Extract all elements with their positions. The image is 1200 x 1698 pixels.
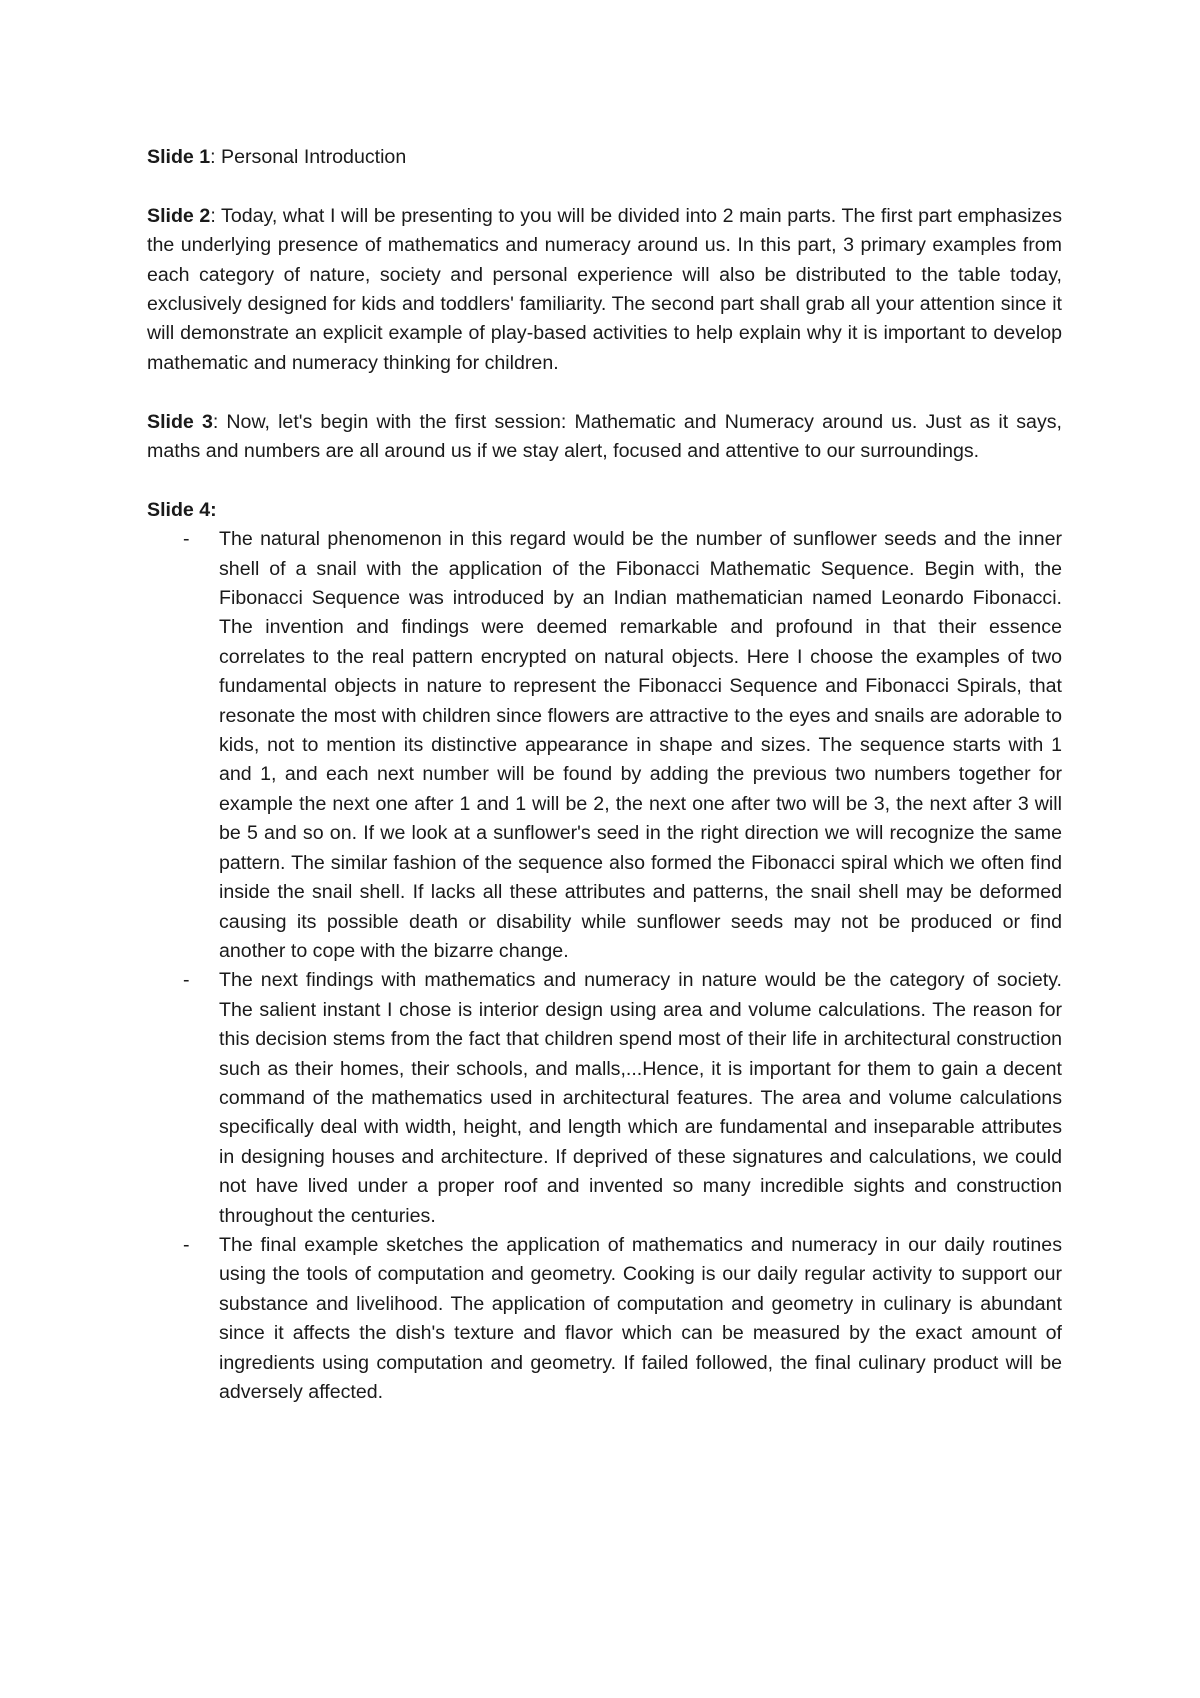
slide-1-paragraph: [147, 143, 1062, 172]
bullet-text-nature: The natural phenomenon in this regard would be the number of sunflower seeds and the inner shell of a snail with the application of the Fibonacci Mathematic Sequence. Begin with, the Fibonacci Sequence was introduced by an Indian mathematician named Leonardo Fibonacci. The invention and findings were deemed remarkable and profound in that their essence correlates to the real pattern encrypted on natural objects. Here I choose the examples of two fundamental objects in nature to represent the Fibonacci Sequence and Fibonacci Spirals, that resonate the most with children since flowers are attractive to the eyes and snails are adorable to kids, not to mention its distinctive appearance in shape and sizes. The sequence starts with 1 and 1, and each next number will be found by adding the previous two numbers together for example the next one after 1 and 1 will be 2, the next one after two will be 3, the next after 3 will be 5 and so on. If we look at a sunflower's seed in the right direction we will recognize the same pattern. The similar fashion of the sequence also formed the Fibonacci spiral which we often find inside the snail shell. If lacks all these attributes and patterns, the snail shell may be deformed causing its possible death or disability while sunflower seeds may not be produced or find another to cope with the bizarre change.: [219, 528, 1062, 962]
list-item: [147, 966, 1062, 1231]
list-item: [147, 525, 1062, 966]
slide-1-text: : Personal Introduction: [210, 146, 407, 168]
slide-3-paragraph: [147, 408, 1062, 467]
slide-4-section: [147, 496, 1062, 1408]
slide-2-paragraph: [147, 202, 1062, 378]
slide-4-label: Slide 4:: [147, 498, 217, 521]
document-page: [147, 143, 1062, 1407]
slide-4-bullet-list: [147, 525, 1062, 1407]
slide-2-text: : Today, what I will be presenting to you will be divided into 2 main parts. The first part emphasizes the underlying presence of mathematics and numeracy around us. In this part, 3 primary examples from each category of nature, society and personal experience will also be distributed to the table today, exclusively designed for kids and toddlers' familiarity. The second part shall grab all your attention since it will demonstrate an explicit example of play-based activities to help explain why it is important to develop mathematic and numeracy thinking for children.: [147, 204, 1062, 374]
bullet-text-daily-routine: The final example sketches the application of mathematics and numeracy in our daily routines using the tools of computation and geometry. Cooking is our daily regular activity to support our substance and livelihood. The application of computation and geometry in culinary is abundant since it affects the dish's texture and flavor which can be measured by the exact amount of ingredients using computation and geometry. If failed followed, the final culinary product will be adversely affected.: [219, 1233, 1062, 1404]
list-item: [147, 1231, 1062, 1407]
bullet-dash-icon: -: [183, 1233, 190, 1256]
slide-1-label: Slide 1: [147, 146, 211, 168]
bullet-dash-icon: -: [183, 969, 190, 992]
slide-2-label: Slide 2: [147, 204, 211, 227]
slide-3-text: : Now, let's begin with the first session: Mathematic and Numeracy around us. Just as it says, maths and numbers are all around us if we stay alert, focused and attentive to our surroundings.: [147, 410, 1062, 463]
bullet-dash-icon: -: [183, 528, 190, 551]
bullet-text-society: The next findings with mathematics and numeracy in nature would be the category of society. The salient instant I chose is interior design using area and volume calculations. The reason for this decision stems from the fact that children spend most of their life in architectural construction such as their homes, their schools, and malls,...Hence, it is important for them to gain a decent command of the mathematics used in architectural features. The area and volume calculations specifically deal with width, height, and length which are fundamental and inseparable attributes in designing houses and architecture. If deprived of these signatures and calculations, we could not have lived under a proper roof and invented so many incredible sights and construction throughout the centuries.: [219, 969, 1062, 1227]
slide-3-label: Slide 3: [147, 410, 213, 433]
